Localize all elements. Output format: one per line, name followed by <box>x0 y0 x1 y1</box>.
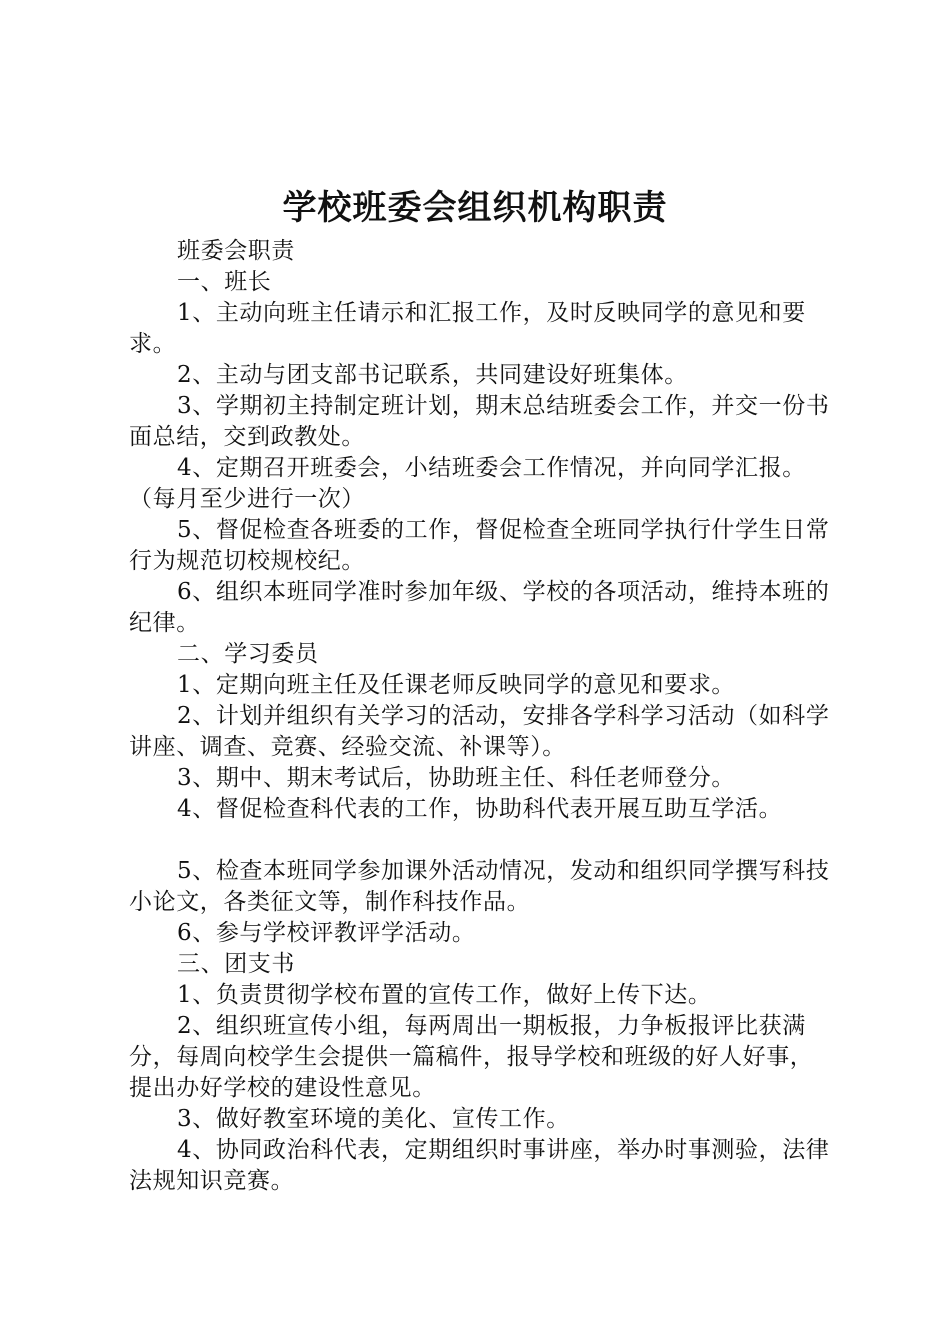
paragraph: 1、负责贯彻学校布置的宣传工作，做好上传下达。 <box>177 982 712 1008</box>
paragraph: 3、期中、期末考试后，协助班主任、科任老师登分。 <box>177 765 736 791</box>
blank-line <box>129 825 834 856</box>
paragraph: 6、参与学校评教评学活动。 <box>177 920 476 946</box>
paragraph: 6、组织本班同学准时参加年级、学校的各项活动，维持本班的纪律。 <box>129 579 830 636</box>
document-body <box>129 236 834 1197</box>
paragraph: 4、定期召开班委会，小结班委会工作情况，并向同学汇报。（每月至少进行一次） <box>129 455 806 512</box>
paragraph: 2、主动与团支部书记联系，共同建设好班集体。 <box>177 362 688 388</box>
section-heading: 一、班长 <box>177 269 272 295</box>
section-heading: 二、学习委员 <box>177 641 319 667</box>
paragraph: 1、定期向班主任及任课老师反映同学的意见和要求。 <box>177 672 736 698</box>
document-title: 学校班委会组织机构职责 <box>282 188 668 228</box>
paragraph: 4、督促检查科代表的工作，协助科代表开展互助互学活。 <box>177 796 783 822</box>
paragraph: 3、学期初主持制定班计划，期末总结班委会工作，并交一份书面总结，交到政教处。 <box>129 393 830 450</box>
paragraph: 5、检查本班同学参加课外活动情况，发动和组织同学撰写科技小论文，各类征文等，制作科技作品。 <box>129 858 830 915</box>
paragraph: 2、计划并组织有关学习的活动，安排各学科学习活动（如科学讲座、调查、竞赛、经验交流、补课等）。 <box>129 703 830 760</box>
paragraph: 2、组织班宣传小组，每两周出一期板报，力争板报评比获满分，每周向校学生会提供一篇稿件，报导学校和班级的好人好事，提出办好学校的建设性意见。 <box>129 1013 814 1101</box>
section-heading: 三、团支书 <box>177 951 295 977</box>
paragraph: 5、督促检查各班委的工作，督促检查全班同学执行什学生日常行为规范切校规校纪。 <box>129 517 830 574</box>
paragraph: 4、协同政治科代表，定期组织时事讲座，举办时事测验，法律法规知识竞赛。 <box>129 1137 830 1194</box>
paragraph: 班委会职责 <box>177 238 295 264</box>
paragraph: 1、主动向班主任请示和汇报工作，及时反映同学的意见和要求。 <box>129 300 806 357</box>
paragraph: 3、做好教室环境的美化、宣传工作。 <box>177 1106 570 1132</box>
